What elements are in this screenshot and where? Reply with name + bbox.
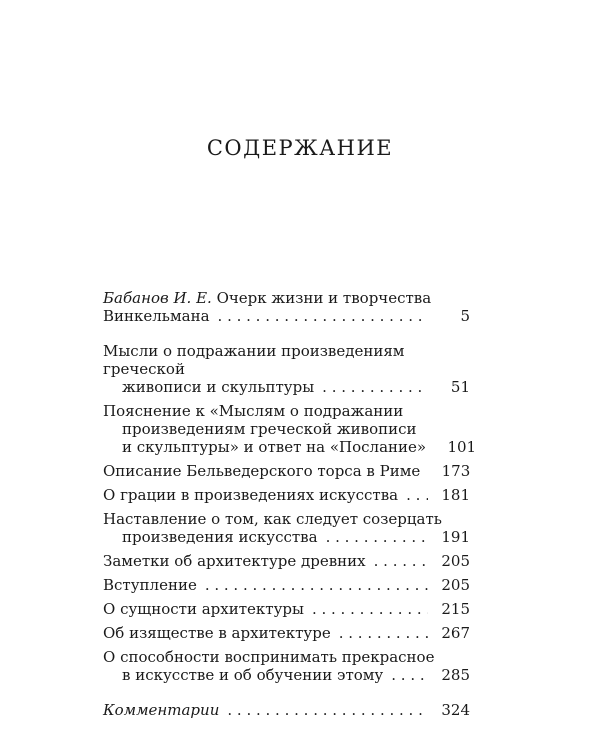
toc-entry-commentary <box>103 701 470 719</box>
toc-entry-text: О сущности архитектуры <box>103 600 304 618</box>
toc-entry-explanation <box>103 402 477 456</box>
toc-entry-text: Вступление <box>103 576 197 594</box>
toc-page-number: 267 <box>441 624 470 642</box>
toc-page-number: 205 <box>441 576 470 594</box>
toc-entry-line <box>103 666 470 684</box>
toc-entry-text: и скульптуры» и ответ на «Послание» <box>122 438 427 456</box>
toc-page-number: 173 <box>441 462 471 480</box>
toc-entry-text: произведениям греческой живописи <box>122 420 417 438</box>
toc-entry-text: Пояснение к «Мыслям о подражании <box>103 402 404 420</box>
toc-entry-text: Заметки об архитектуре древних <box>103 552 366 570</box>
dot-leader <box>322 378 428 396</box>
dot-leader <box>391 666 428 684</box>
toc-entry-text: Наставление о том, как следует созерцать <box>103 510 442 528</box>
toc-entry-line <box>103 438 477 456</box>
toc-entry-line <box>103 289 470 307</box>
toc-entry-line <box>103 486 470 504</box>
dot-leader <box>227 701 428 719</box>
toc-entry-essence-of-architecture <box>103 600 470 618</box>
toc-entry-text: Об изяществе в архитектуре <box>103 624 331 642</box>
toc-entry-text: Комментарии <box>103 701 220 719</box>
toc-entry-line <box>103 576 470 594</box>
toc-entry-introduction <box>103 576 470 594</box>
toc-entry-text: О способности воспринимать прекрасное <box>103 648 435 666</box>
toc-entry-line <box>103 701 470 719</box>
toc-page-number: 181 <box>441 486 470 504</box>
toc-entry-text: Описание Бельведерского торса в Риме <box>103 462 421 480</box>
toc-entry-line <box>103 552 470 570</box>
toc-entry-text: произведения искусства <box>122 528 318 546</box>
dot-leader <box>406 486 428 504</box>
toc-entry-grace <box>103 486 470 504</box>
toc-entry-instruction <box>103 510 470 546</box>
dot-leader <box>205 576 428 594</box>
toc-entry-text: живописи и скульптуры <box>122 378 315 396</box>
toc-entry-line <box>103 462 470 480</box>
toc-entry-line <box>103 307 470 325</box>
toc-page-number: 324 <box>441 701 470 719</box>
toc-entry-architecture-notes <box>103 552 470 570</box>
toc-page-number: 5 <box>460 307 470 325</box>
table-of-contents <box>103 289 477 725</box>
toc-page-number: 51 <box>450 378 470 396</box>
toc-entry-thoughts-on-imitation <box>103 342 470 396</box>
toc-author: Бабанов И. Е. <box>103 289 212 307</box>
dot-leader <box>312 600 428 618</box>
toc-entry-line <box>103 378 470 396</box>
toc-page-number: 191 <box>441 528 470 546</box>
toc-entry-text: Винкельмана <box>103 307 210 325</box>
toc-page-number: 205 <box>441 552 470 570</box>
toc-page-number: 101 <box>447 438 477 456</box>
toc-entry-text: в искусстве и об обучении этому <box>122 666 384 684</box>
dot-leader <box>218 307 428 325</box>
dot-leader <box>339 624 428 642</box>
toc-entry-elegance-in-architecture <box>103 624 470 642</box>
toc-entry-line <box>103 528 470 546</box>
toc-page-number: 285 <box>441 666 470 684</box>
toc-entry-line <box>103 600 470 618</box>
toc-entry-line <box>103 624 470 642</box>
toc-page-number: 215 <box>441 600 470 618</box>
toc-entry-belvedere-torso <box>103 462 470 480</box>
toc-entry-text: Мысли о подражании произведениям греческой <box>103 342 405 378</box>
page-title: СОДЕРЖАНИЕ <box>206 136 394 160</box>
toc-entry-text: Очерк жизни и творчества <box>211 289 432 307</box>
dot-leader <box>326 528 428 546</box>
dot-leader <box>374 552 428 570</box>
toc-entry-text: О грации в произведениях искусства <box>103 486 399 504</box>
toc-entry-babanov-essay <box>103 289 470 325</box>
toc-entry-perceiving-beauty <box>103 648 470 684</box>
